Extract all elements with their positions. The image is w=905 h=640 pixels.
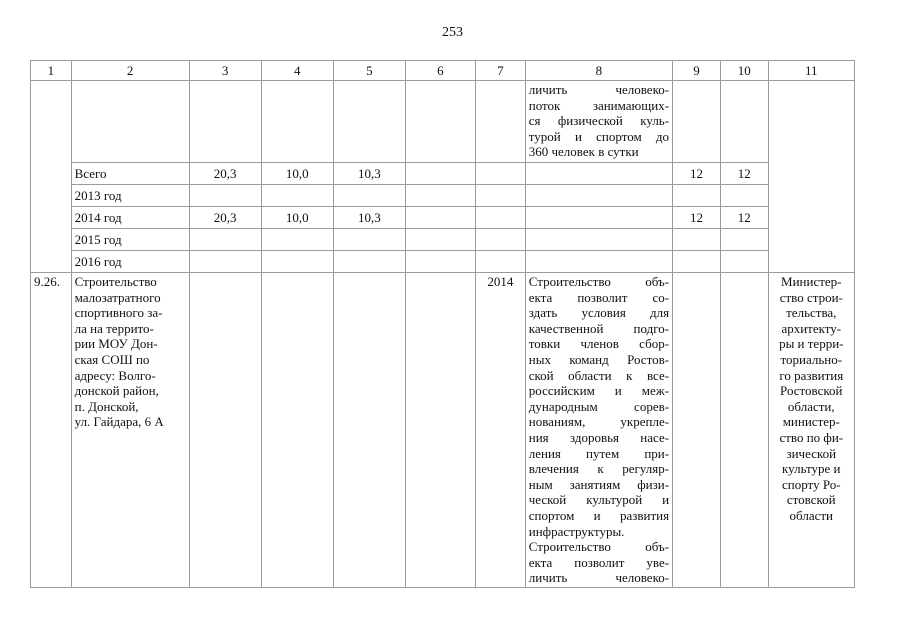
item-executor [768, 273, 854, 588]
text-line: ния здоровья насе- [528, 429, 670, 445]
text-line: ры и терри- [779, 336, 844, 352]
text-line: российским и меж- [528, 383, 670, 399]
column-number: 2 [71, 61, 189, 81]
text-line: екта позволит со- [528, 289, 670, 305]
funding-total [189, 251, 261, 273]
column-number: 3 [189, 61, 261, 81]
indicator-col9: 12 [673, 163, 721, 185]
text-line: области, [787, 398, 835, 414]
funding-federal [261, 185, 333, 207]
text-line: спорту Ро- [782, 476, 841, 492]
table-row [31, 229, 855, 251]
item-number: 9.26. [31, 273, 72, 588]
item-year: 2014 [475, 273, 525, 588]
text-line: ская СОШ по [74, 351, 150, 367]
text-line: го развития [779, 367, 844, 383]
text-line: п. Донской, [74, 398, 139, 414]
continuation-executor-cell [768, 81, 854, 273]
funding-federal: 10,0 [261, 163, 333, 185]
text-line: стовской [786, 492, 836, 508]
text-line: культуре и [782, 461, 841, 477]
text-line: ным занятиям физи- [528, 476, 670, 492]
text-line: Строительство [74, 274, 157, 289]
column-number: 4 [261, 61, 333, 81]
column-number-row [31, 61, 855, 81]
text-line: ла на террито- [74, 320, 154, 336]
text-line: спортивного за- [74, 305, 163, 321]
indicator-col10 [720, 251, 768, 273]
funding-regional: 10,3 [333, 163, 405, 185]
text-line: качественной подго- [528, 320, 670, 336]
text-line: адресу: Волго- [74, 367, 156, 383]
funding-total: 20,3 [189, 207, 261, 229]
column-number: 8 [525, 61, 672, 81]
funding-federal [261, 251, 333, 273]
funding-federal: 10,0 [261, 207, 333, 229]
year-label: Всего [71, 163, 189, 185]
text-line: ство строи- [779, 289, 843, 305]
text-line: области [789, 507, 834, 523]
text-line: личить человеко- [528, 570, 670, 586]
column-number: 10 [720, 61, 768, 81]
text-line: малозатратного [74, 289, 161, 305]
text-line: Строительство объ- [528, 539, 670, 555]
year-label: 2015 год [71, 229, 189, 251]
continuation-row [31, 81, 855, 163]
text-line: архитекту- [781, 320, 842, 336]
column-number: 5 [333, 61, 405, 81]
table-row [31, 251, 855, 273]
text-line: донской район, [74, 383, 159, 399]
item-row [31, 273, 855, 588]
funding-regional: 10,3 [333, 207, 405, 229]
text-line: Ростовской [780, 383, 843, 399]
column-number: 11 [768, 61, 854, 81]
funding-total [189, 185, 261, 207]
text-line: министер- [782, 414, 840, 430]
indicator-col10 [720, 229, 768, 251]
column-number: 1 [31, 61, 72, 81]
column-number: 7 [475, 61, 525, 81]
funding-regional [333, 185, 405, 207]
text-line: рии МОУ Дон- [74, 336, 158, 352]
year-label: 2013 год [71, 185, 189, 207]
item-name [71, 273, 189, 588]
funding-total [189, 229, 261, 251]
table-row [31, 185, 855, 207]
indicator-col10 [720, 185, 768, 207]
funding-regional [333, 251, 405, 273]
table-row [31, 207, 855, 229]
text-line: влечения к регуляр- [528, 461, 670, 477]
text-line: ториально- [780, 351, 843, 367]
text-line: ся физической куль- [528, 113, 670, 129]
funding-federal [261, 229, 333, 251]
text-line: зической [786, 445, 837, 461]
text-line: ления путем при- [528, 445, 670, 461]
indicator-col9 [673, 229, 721, 251]
program-table [30, 60, 855, 588]
indicator-col10: 12 [720, 207, 768, 229]
text-line: товки членов сбор- [528, 336, 670, 352]
text-line: турой и спортом до [528, 128, 670, 144]
text-line: ных команд Ростов- [528, 351, 670, 367]
text-line: Министер- [781, 274, 842, 289]
year-label: 2016 год [71, 251, 189, 273]
indicator-col10: 12 [720, 163, 768, 185]
text-line: ство по фи- [779, 429, 844, 445]
text-line: спортом и развития [528, 507, 670, 523]
item-description [525, 273, 672, 588]
column-number: 6 [405, 61, 475, 81]
table-row [31, 163, 855, 185]
funding-regional [333, 229, 405, 251]
continuation-number-cell [31, 81, 72, 273]
funding-total: 20,3 [189, 163, 261, 185]
text-line: поток занимающих- [528, 97, 670, 113]
text-line: личить человеко- [528, 82, 670, 97]
page-number: 253 [442, 25, 463, 40]
text-line: Строительство объ- [528, 274, 670, 289]
text-line: ческой культурой и [528, 492, 670, 508]
text-line: нованиям, укрепле- [528, 414, 670, 430]
indicator-col9 [673, 251, 721, 273]
text-line: здать условия для [528, 305, 670, 321]
text-line: дународным сорев- [528, 398, 670, 414]
year-label: 2014 год [71, 207, 189, 229]
indicator-col9: 12 [673, 207, 721, 229]
text-line: 360 человек в сутки [528, 144, 639, 160]
indicator-col9 [673, 185, 721, 207]
column-number: 9 [673, 61, 721, 81]
text-line: ской области к все- [528, 367, 670, 383]
text-line: ул. Гайдара, 6 А [74, 414, 164, 430]
text-line: екта позволит уве- [528, 554, 670, 570]
continuation-description [525, 81, 672, 163]
text-line: инфраструктуры. [528, 523, 625, 539]
text-line: тельства, [786, 305, 837, 321]
